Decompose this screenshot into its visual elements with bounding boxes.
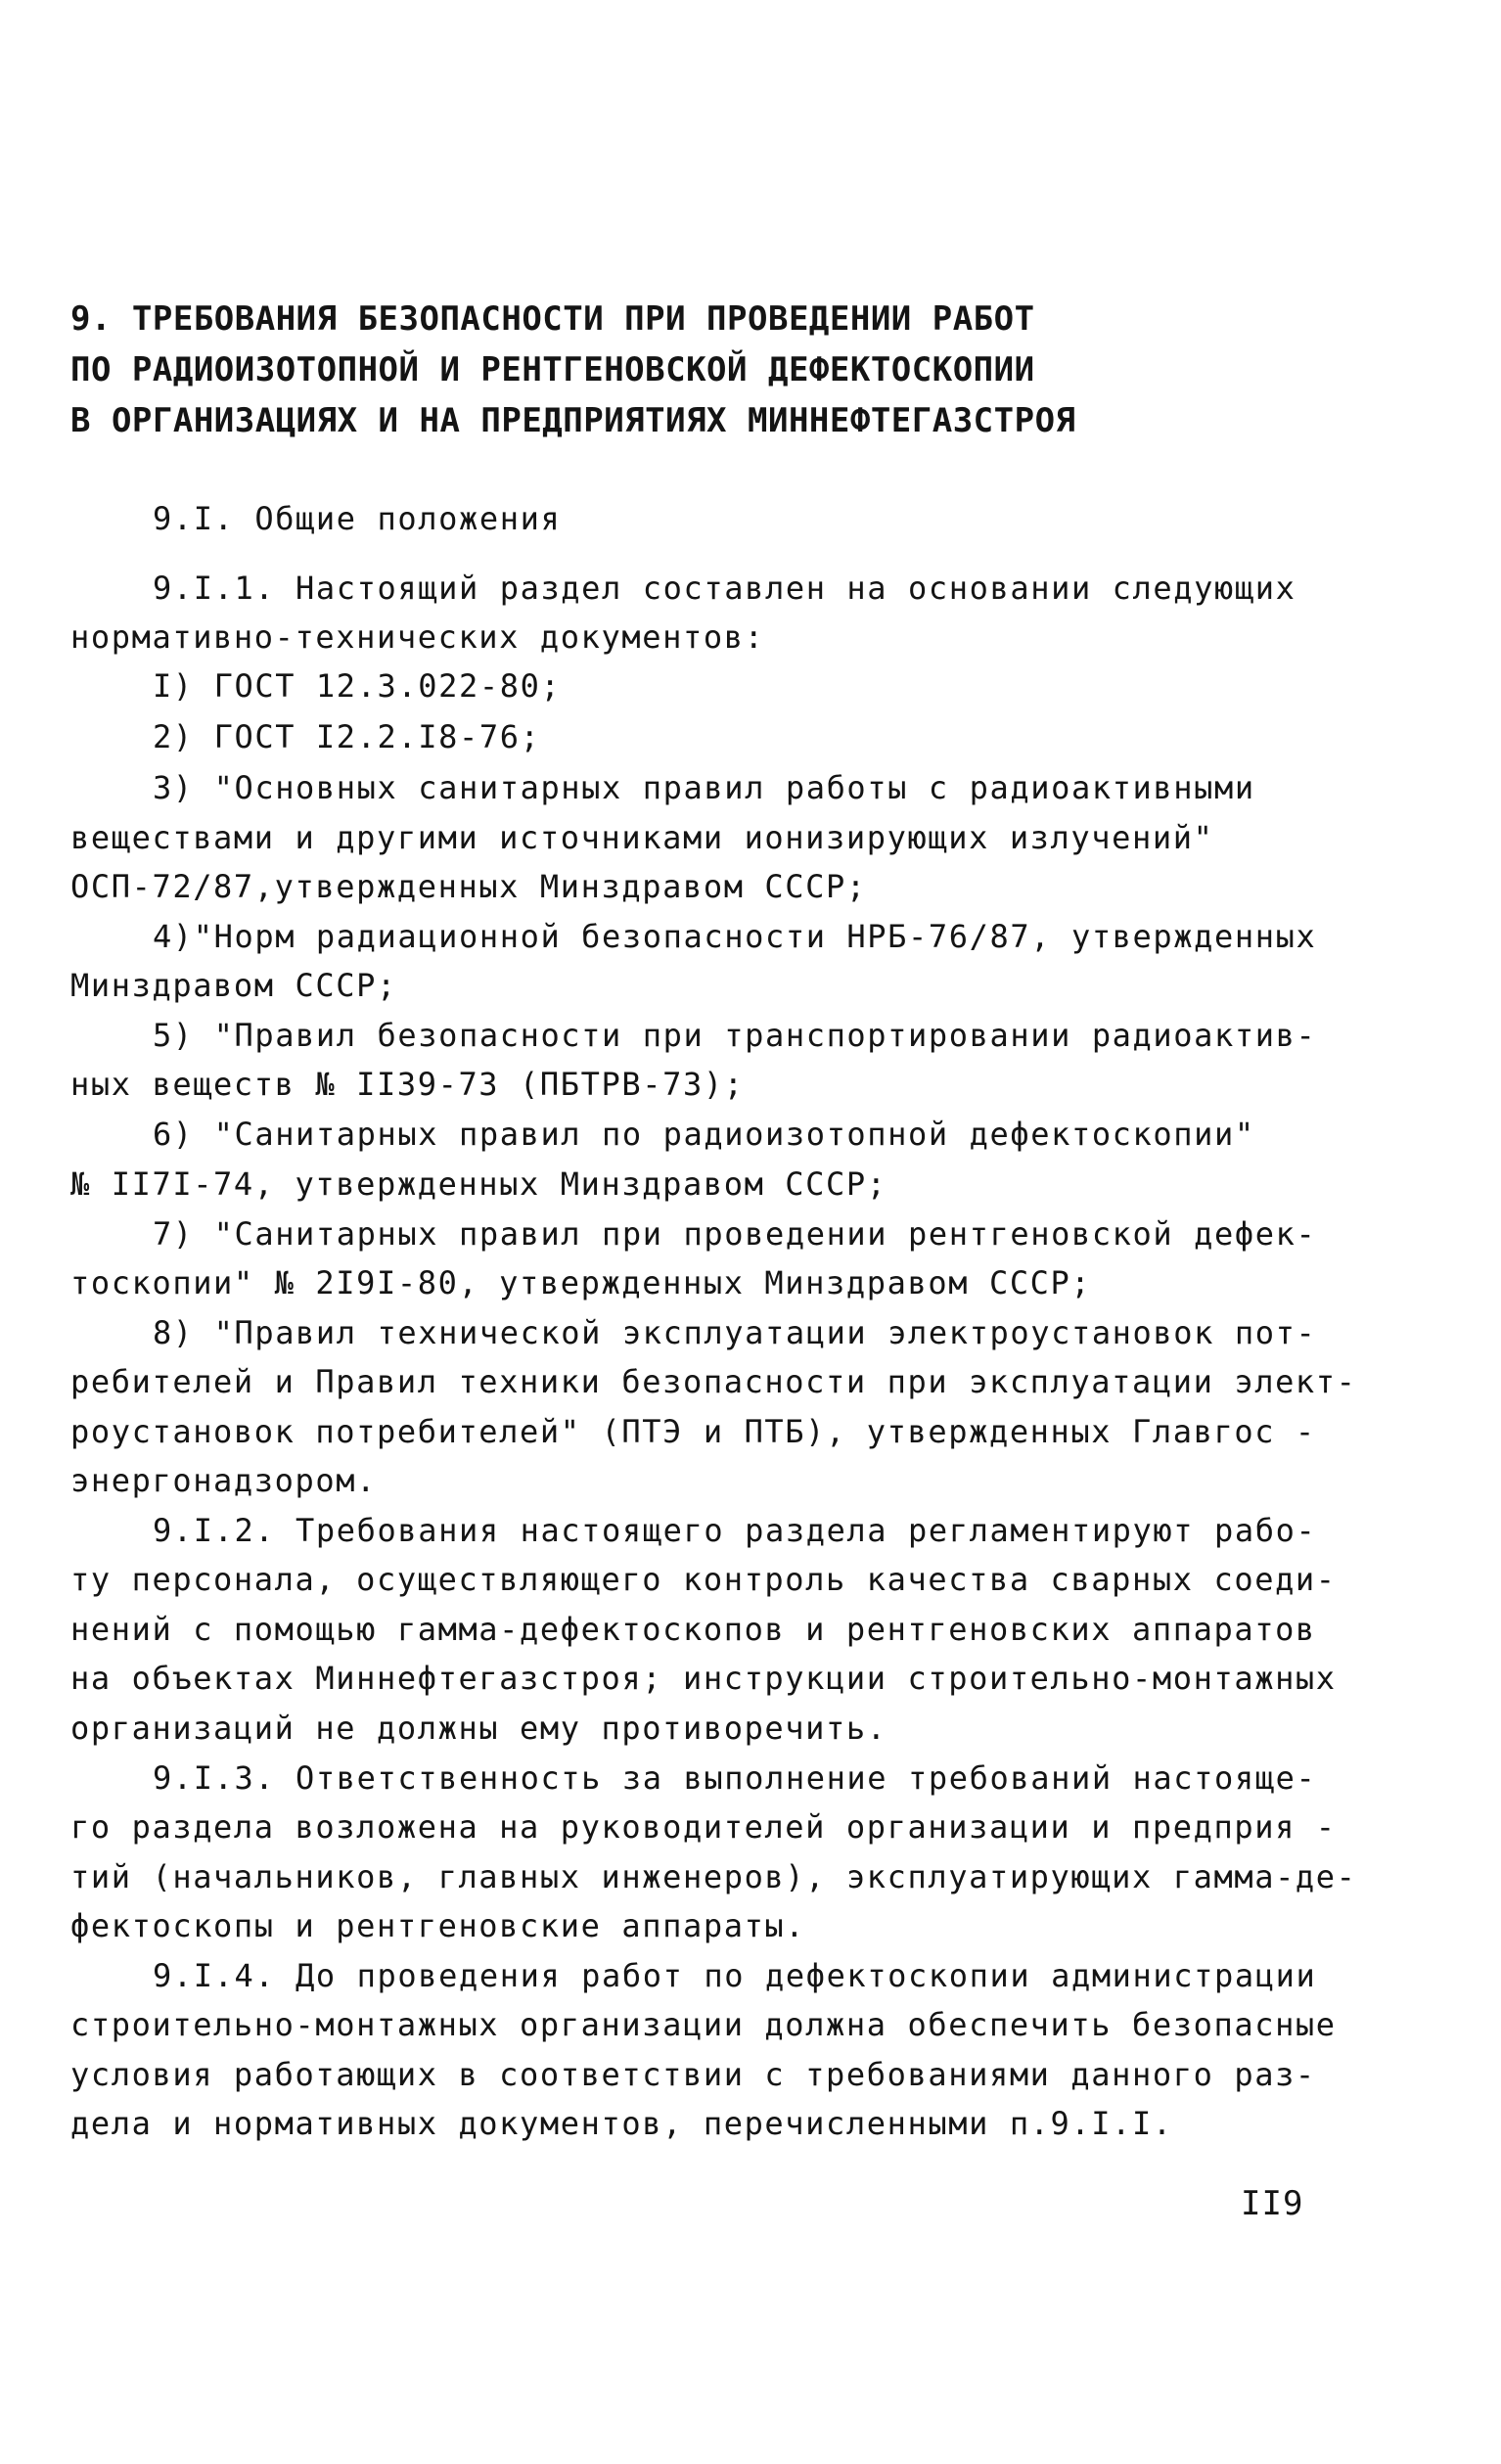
heading-line-2: ПО РАДИОИЗОТОПНОЙ И РЕНТГЕНОВСКОЙ ДЕФЕКТОСКОПИИ [70,350,1035,389]
paragraph-line: фектоскопы и рентгеновские аппараты. [70,1907,806,1944]
heading-line-3: В ОРГАНИЗАЦИЯХ И НА ПРЕДПРИЯТИЯХ МИННЕФТЕГАЗСТРОЯ [70,401,1076,440]
paragraph-line: ОСП-72/87,утвержденных Минздравом СССР; [70,868,867,905]
list-item: 2) ГОСТ I2.2.I8-76; [153,718,541,755]
paragraph-line: дела и нормативных документов, перечисленными п.9.I.I. [70,2105,1173,2142]
paragraph-line: роустановок потребителей" (ПТЭ и ПТБ), утвержденных Главгос - [70,1413,1316,1450]
list-item: 8) "Правил технической эксплуатации электроустановок пот- [153,1314,1317,1351]
paragraph-line: ных веществ № II39-73 (ПБТРВ-73); [70,1066,745,1103]
subsection-title: 9.I. Общие положения [153,500,562,537]
paragraph-line: на объектах Миннефтегазстроя; инструкции строительно-монтажных [70,1660,1337,1697]
list-item: 6) "Санитарных правил по радиоизотопной дефектоскопии" [153,1116,1255,1153]
paragraph-line: организаций не должны ему противоречить. [70,1710,887,1747]
paragraph-line: тий (начальников, главных инженеров), эксплуатирующих гамма-де- [70,1858,1357,1895]
paragraph-line: № II7I-74, утвержденных Минздравом СССР; [70,1165,887,1203]
paragraph-line: 9.I.1. Настоящий раздел составлен на основании следующих [153,570,1296,607]
paragraph-line: го раздела возложена на руководителей организации и предприя - [70,1808,1337,1846]
section-heading [70,294,1076,446]
paragraph-line: тоскопии" № 2I9I-80, утвержденных Минздравом СССР; [70,1264,1092,1301]
list-item: 7) "Санитарных правил при проведении рентгеновской дефек- [153,1215,1317,1253]
heading-line-1: 9. ТРЕБОВАНИЯ БЕЗОПАСНОСТИ ПРИ ПРОВЕДЕНИИ РАБОТ [70,299,1035,339]
paragraph-line: нений с помощью гамма-дефектоскопов и рентгеновских аппаратов [70,1611,1316,1648]
paragraph-line: условия работающих в соответствии с требованиями данного раз- [70,2056,1316,2093]
paragraph-line: нормативно-технических документов: [70,618,765,656]
paragraph-line: Минздравом СССР; [70,967,397,1004]
paragraph-line: 9.I.4. До проведения работ по дефектоскопии администрации [153,1957,1317,1994]
list-item: 4)"Норм радиационной безопасности НРБ-76/87, утвержденных [153,918,1317,955]
paragraph-line: строительно-монтажных организации должна обеспечить безопасные [70,2006,1337,2043]
paragraph-line: 9.I.3. Ответственность за выполнение требований настояще- [153,1759,1317,1797]
paragraph-line: энергонадзором. [70,1462,377,1499]
list-item: I) ГОСТ 12.3.022-80; [153,667,562,705]
paragraph-line: ребителей и Правил техники безопасности при эксплуатации элект- [70,1363,1357,1400]
paragraph-line: 9.I.2. Требования настоящего раздела регламентируют рабо- [153,1512,1317,1549]
paragraph-line: веществами и другими источниками ионизирующих излучений" [70,819,1214,856]
list-item: 5) "Правил безопасности при транспортировании радиоактив- [153,1017,1317,1054]
page-number: II9 [1241,2184,1304,2223]
list-item: 3) "Основных санитарных правил работы с радиоактивными [153,769,1255,806]
paragraph-line: ту персонала, осуществляющего контроль качества сварных соеди- [70,1561,1337,1598]
